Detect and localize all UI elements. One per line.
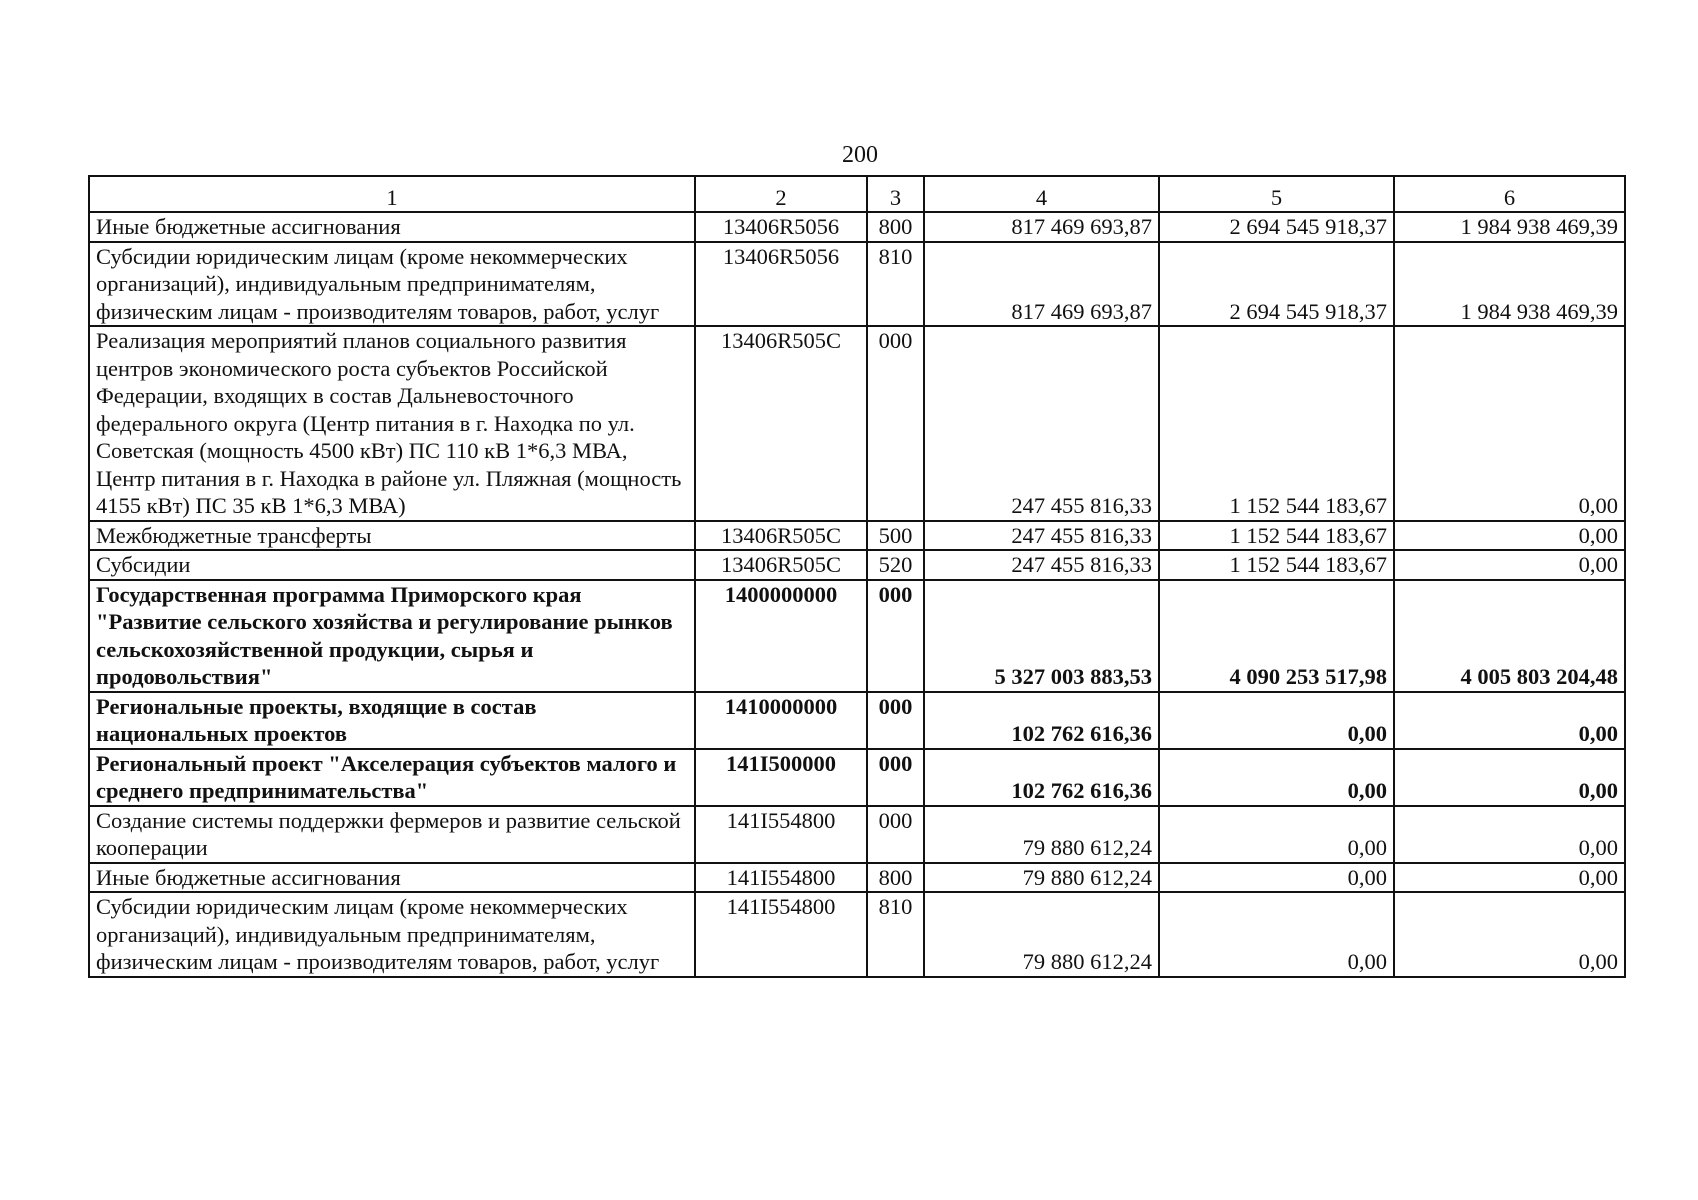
- expense-type-cell: 810: [867, 242, 924, 327]
- target-code-cell: 141I500000: [695, 749, 867, 806]
- amount-col5-cell: 0,00: [1159, 892, 1394, 977]
- amount-col4-cell: 102 762 616,36: [924, 692, 1159, 749]
- amount-col5-cell: 1 152 544 183,67: [1159, 550, 1394, 580]
- amount-col6-cell: 0,00: [1394, 892, 1625, 977]
- table-row: [89, 326, 1625, 521]
- column-number: 5: [1159, 176, 1394, 212]
- budget-table: [88, 175, 1626, 978]
- amount-col6-cell: 1 984 938 469,39: [1394, 212, 1625, 242]
- expense-name-cell: Региональные проекты, входящие в состав национальных проектов: [89, 692, 695, 749]
- table-row: [89, 550, 1625, 580]
- table-row: [89, 521, 1625, 551]
- expense-name-cell: Субсидии юридическим лицам (кроме некоммерческих организаций), индивидуальным предпринимателям, физическим лицам - производителям товаров, работ, услуг: [89, 242, 695, 327]
- amount-col4-cell: 247 455 816,33: [924, 326, 1159, 521]
- table-row: [89, 749, 1625, 806]
- budget-table-body: [89, 176, 1625, 977]
- amount-col5-cell: 2 694 545 918,37: [1159, 242, 1394, 327]
- amount-col6-cell: 4 005 803 204,48: [1394, 580, 1625, 692]
- table-row: [89, 242, 1625, 327]
- target-code-cell: 141I554800: [695, 863, 867, 893]
- target-code-cell: 13406R505C: [695, 550, 867, 580]
- amount-col4-cell: 79 880 612,24: [924, 863, 1159, 893]
- amount-col5-cell: 0,00: [1159, 806, 1394, 863]
- table-row: [89, 580, 1625, 692]
- amount-col4-cell: 5 327 003 883,53: [924, 580, 1159, 692]
- amount-col6-cell: 0,00: [1394, 806, 1625, 863]
- column-number: 4: [924, 176, 1159, 212]
- amount-col5-cell: 2 694 545 918,37: [1159, 212, 1394, 242]
- target-code-cell: 13406R5056: [695, 212, 867, 242]
- amount-col6-cell: 0,00: [1394, 749, 1625, 806]
- amount-col5-cell: 4 090 253 517,98: [1159, 580, 1394, 692]
- amount-col6-cell: 0,00: [1394, 550, 1625, 580]
- table-row: [89, 692, 1625, 749]
- table-row: [89, 212, 1625, 242]
- amount-col6-cell: 1 984 938 469,39: [1394, 242, 1625, 327]
- amount-col5-cell: 0,00: [1159, 692, 1394, 749]
- expense-name-cell: Иные бюджетные ассигнования: [89, 212, 695, 242]
- expense-name-cell: Реализация мероприятий планов социального развития центров экономического роста субъектов Российской Федерации, входящих в состав Дальневосточного федерального округа (Центр питания в г. Находка по ул. Советская (мощность 4500 кВт) ПС 110 кВ 1*6,3 МВА, Центр питания в г. Находка в районе ул. Пляжная (мощность 4155 кВт) ПС 35 кВ 1*6,3 МВА): [89, 326, 695, 521]
- expense-name-cell: Межбюджетные трансферты: [89, 521, 695, 551]
- amount-col5-cell: 0,00: [1159, 863, 1394, 893]
- expense-name-cell: Региональный проект "Акселерация субъектов малого и среднего предпринимательства": [89, 749, 695, 806]
- amount-col4-cell: 817 469 693,87: [924, 212, 1159, 242]
- amount-col4-cell: 79 880 612,24: [924, 892, 1159, 977]
- amount-col6-cell: 0,00: [1394, 326, 1625, 521]
- target-code-cell: 1400000000: [695, 580, 867, 692]
- column-number: 6: [1394, 176, 1625, 212]
- page-number: 200: [842, 142, 878, 168]
- table-row: [89, 806, 1625, 863]
- amount-col6-cell: 0,00: [1394, 863, 1625, 893]
- expense-name-cell: Субсидии юридическим лицам (кроме некоммерческих организаций), индивидуальным предпринимателям, физическим лицам - производителям товаров, работ, услуг: [89, 892, 695, 977]
- expense-type-cell: 000: [867, 749, 924, 806]
- expense-name-cell: Субсидии: [89, 550, 695, 580]
- amount-col4-cell: 102 762 616,36: [924, 749, 1159, 806]
- column-number: 1: [89, 176, 695, 212]
- expense-type-cell: 000: [867, 806, 924, 863]
- expense-type-cell: 500: [867, 521, 924, 551]
- target-code-cell: 141I554800: [695, 806, 867, 863]
- column-number: 3: [867, 176, 924, 212]
- target-code-cell: 1410000000: [695, 692, 867, 749]
- expense-type-cell: 520: [867, 550, 924, 580]
- amount-col4-cell: 79 880 612,24: [924, 806, 1159, 863]
- amount-col4-cell: 247 455 816,33: [924, 521, 1159, 551]
- amount-col5-cell: 1 152 544 183,67: [1159, 326, 1394, 521]
- expense-name-cell: Иные бюджетные ассигнования: [89, 863, 695, 893]
- expense-type-cell: 000: [867, 580, 924, 692]
- target-code-cell: 13406R505C: [695, 521, 867, 551]
- amount-col4-cell: 247 455 816,33: [924, 550, 1159, 580]
- table-row: [89, 863, 1625, 893]
- target-code-cell: 141I554800: [695, 892, 867, 977]
- expense-name-cell: Государственная программа Приморского края "Развитие сельского хозяйства и регулирование рынков сельскохозяйственной продукции, сырья и продовольствия": [89, 580, 695, 692]
- amount-col5-cell: 1 152 544 183,67: [1159, 521, 1394, 551]
- expense-type-cell: 000: [867, 326, 924, 521]
- amount-col4-cell: 817 469 693,87: [924, 242, 1159, 327]
- expense-type-cell: 000: [867, 692, 924, 749]
- column-number: 2: [695, 176, 867, 212]
- table-row: [89, 892, 1625, 977]
- amount-col6-cell: 0,00: [1394, 521, 1625, 551]
- expense-type-cell: 810: [867, 892, 924, 977]
- expense-type-cell: 800: [867, 212, 924, 242]
- target-code-cell: 13406R5056: [695, 242, 867, 327]
- amount-col5-cell: 0,00: [1159, 749, 1394, 806]
- amount-col6-cell: 0,00: [1394, 692, 1625, 749]
- expense-type-cell: 800: [867, 863, 924, 893]
- column-number-row: [89, 176, 1625, 212]
- expense-name-cell: Создание системы поддержки фермеров и развитие сельской кооперации: [89, 806, 695, 863]
- target-code-cell: 13406R505C: [695, 326, 867, 521]
